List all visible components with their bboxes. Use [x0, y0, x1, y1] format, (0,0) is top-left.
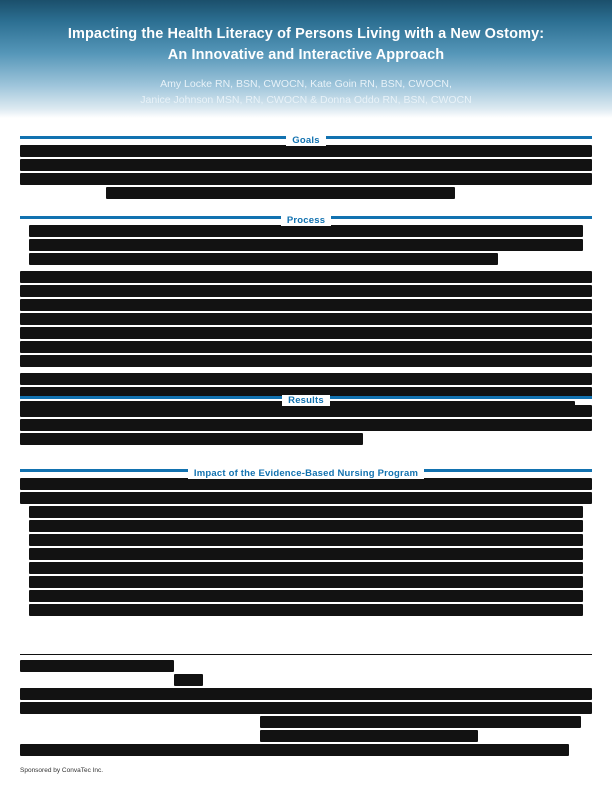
section-goals-header: [20, 130, 592, 145]
page-title: [40, 24, 572, 66]
poster-body: [0, 118, 612, 792]
section-implications-text: [20, 478, 592, 616]
section-process-label: Process: [281, 215, 331, 226]
section-references-text: [20, 660, 592, 756]
section-implications-header: [20, 463, 592, 478]
section-process: [20, 210, 592, 419]
title-line-1: Impacting the Health Literacy of Persons Living with a New Ostomy:: [67, 26, 545, 42]
section-implications: [20, 463, 592, 622]
section-process-intro: [20, 225, 592, 265]
section-results: [20, 390, 592, 451]
references-divider: [20, 654, 592, 655]
section-goals: [20, 130, 592, 205]
section-process-header: [20, 210, 592, 225]
section-results-label: Results: [282, 395, 330, 406]
author-line-1: Amy Locke RN, BSN, CWOCN, Kate Goin RN, BSN, CWOCN,: [160, 78, 452, 91]
title-line-2: An Innovative and Interactive Approach: [167, 47, 445, 64]
author-line-2: Janice Johnson MSN, RN, CWOCN & Donna Oddo RN, BSN, CWOCN: [140, 93, 472, 106]
section-results-text: [20, 405, 592, 445]
section-results-header: [20, 390, 592, 405]
section-references: [20, 660, 592, 762]
author-list: [40, 77, 572, 109]
sponsor-note: Sponsored by ConvaTec Inc.: [20, 767, 104, 774]
poster-header: [0, 0, 612, 118]
section-goals-text: [20, 145, 592, 199]
section-goals-label: Goals: [286, 135, 325, 146]
section-implications-label: Impact of the Evidence-Based Nursing Program: [188, 468, 424, 479]
